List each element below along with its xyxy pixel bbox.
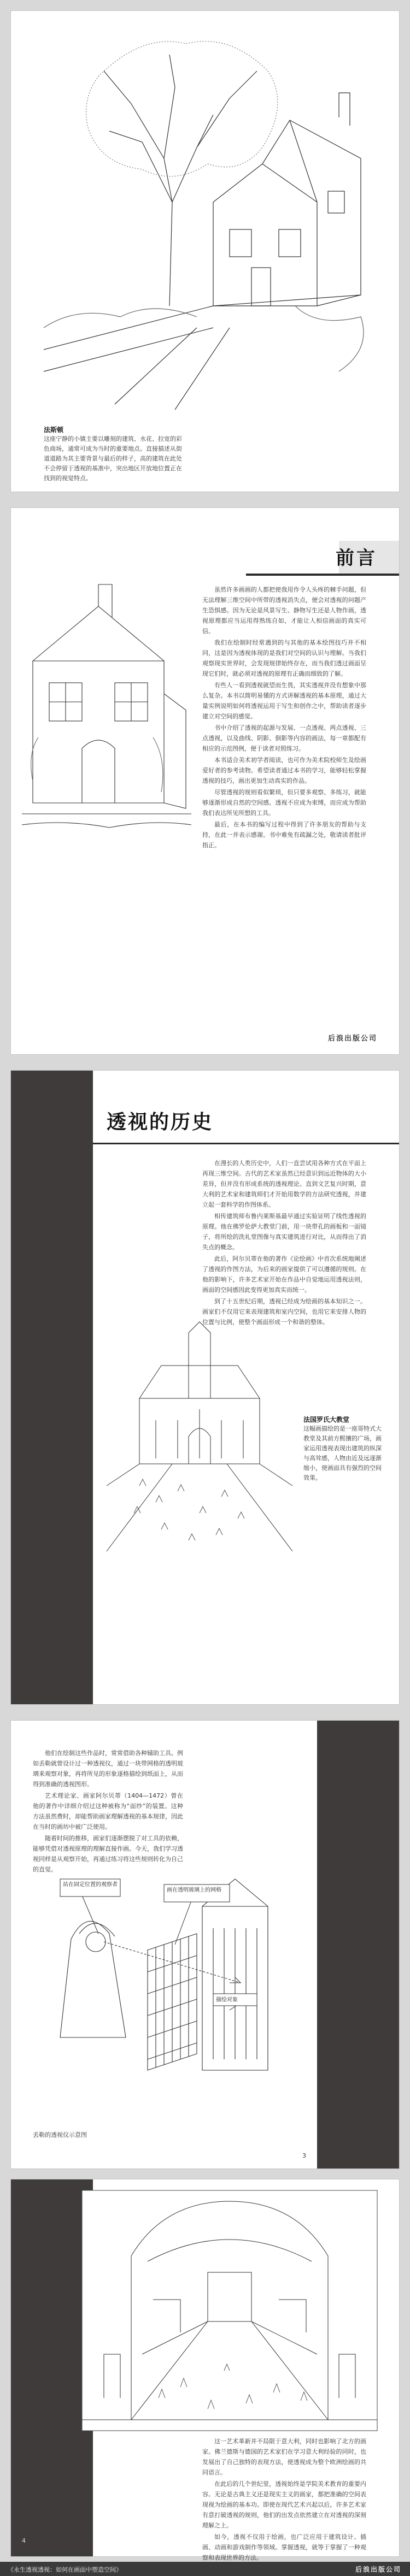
paragraph: 尽管透视的规则看似繁琐，但只要多观察、多练习，就能够逐渐形成自然的空间感。透视不应成为束缚，而应成为帮助我们表达所见所想的工具。 xyxy=(202,789,366,817)
footer-book-title: 《永生透视透视：如何在画面中塑造空间》 xyxy=(8,2566,122,2573)
heading-divider xyxy=(246,574,399,576)
label-observer: 站在固定位置的观察者 xyxy=(63,1882,118,1888)
history-body xyxy=(202,1158,366,1328)
photo-caption xyxy=(44,425,186,483)
page-1 xyxy=(11,11,399,492)
paragraph: 本书适合美术初学者阅读，也可作为美术院校师生及绘画爱好者的参考读物。希望读者通过本书的学习，能够轻松掌握透视的技巧，画出更加生动真实的作品。 xyxy=(202,757,366,784)
history-body-continued xyxy=(33,1748,183,1876)
history-body-continued xyxy=(202,2436,366,2564)
page-title: 透视的历史 xyxy=(107,1111,214,1133)
paragraph: 有些人一看到透视就望而生畏，其实透视并没有想象中那么复杂。本书以简明易懂的方式讲解透视的基本原理，通过大量实例说明如何将透视运用于写生和创作之中，帮助读者逐步建立对空间的感觉。 xyxy=(202,682,366,720)
page-number: 3 xyxy=(302,2152,306,2159)
caption-body: 这座宁静的小镇主要以雕刻的建筑、水花、拉宽的彩色商场，通常可成为当时的重要地点。直接描述从街道道路为其主要背景与最后的样子，高的建筑在此处不会停留于透视的基准中，突出地区开放地位置正在找到的视觉特点。 xyxy=(44,435,182,482)
publisher-mark: 后浪出版公司 xyxy=(327,1035,377,1043)
paragraph: 此后，阿尔贝蒂在他的著作《论绘画》中首次系统地阐述了透视的作图方法，为后来的画家提供了可以遵循的规则。在他的影响下，许多艺术家开始在作品中自觉地运用透视法则，画面的空间感因此变得更加真实而统一。 xyxy=(202,1255,366,1293)
page-3 xyxy=(11,1071,399,1704)
dark-side-band xyxy=(317,1721,399,2169)
paragraph: 书中介绍了透视的起源与发展、一点透视、两点透视、三点透视，以及曲线、阴影、倒影等内容的画法，每一章都配有相应的示范图例，便于读者对照练习。 xyxy=(202,724,366,752)
paragraph: 如今，透视不仅用于绘画，也广泛应用于建筑设计、插画、动画和游戏制作等领域。掌握透视，就等于掌握了一种观察和表现世界的方法。 xyxy=(202,2533,366,2561)
paragraph: 虽然许多画画的人都把使我用作令人头疼的棘手问题，但无法理解三维空间中所带的透视消失点，便会对透视的问题产生恐惧感。因为无论是风景写生、静物写生还是人物作画，透视原理都应当运用得熟练自如，才能让人相信画面的真实可信。 xyxy=(202,586,366,635)
dark-side-band xyxy=(11,2179,93,2556)
heading-divider xyxy=(93,1143,399,1144)
paragraph: 我们在绘制时经常遇到的与其他的基本绘图技巧并不相同，这是因为透视体现的是我们对空间的认识与理解。当我们观察现实世界时，会发现规律始终存在，而当我们透过画面呈现它们时，就必须对透视的原理有正确而细致的了解。 xyxy=(202,639,366,677)
paragraph: 艺术理论家、画家阿尔贝蒂（1404—1472）曾在他的著作中详细介绍过这种被称为“面纱”的装置。这种方法虽然费时，却能帮助画家理解透视的基本规律，因此在当时的画坊中被广泛使用。 xyxy=(33,1792,183,1830)
village-sketch-illustration xyxy=(33,22,383,415)
interior-sketch-illustration xyxy=(82,2190,377,2431)
page-number: 4 xyxy=(22,2537,26,2544)
page-5 xyxy=(11,2179,399,2561)
dark-side-band xyxy=(11,1071,93,1704)
paragraph: 到了十五世纪后期，透视已经成为绘画的基本知识之一。画家们不仅用它来表现建筑和室内空间，也用它来安排人物的位置与比例，使整个画面形成一个和谐的整体。 xyxy=(202,1298,366,1326)
cathedral-sketch-illustration xyxy=(107,1322,292,1551)
page-4 xyxy=(11,1721,399,2169)
paragraph: 这一艺术革新并不局限于意大利，同时也影响了北方的画家。佛兰德斯与德国的艺术家们在学习意大利经验的同时，也发展出了自己独特的表现方法，使透视成为整个欧洲绘画的共同语言。 xyxy=(202,2438,366,2476)
paragraph: 相传建筑师布鲁内莱斯基最早通过实验证明了线性透视的原理。他在佛罗伦萨大教堂门前，用一块带孔的画板和一面镜子，将所绘的洗礼堂图像与真实建筑进行对比，从而得出了消失点的概念。 xyxy=(202,1213,366,1251)
caption-title: 法国罗氏大教堂 xyxy=(303,1416,350,1423)
caption-title: 法斯顿 xyxy=(44,426,64,434)
label-target: 描绘对象 xyxy=(216,1997,238,2003)
paragraph: 在此后的几个世纪里，透视始终是学院美术教育的重要内容。无论是古典主义还是现实主义的画家，都把准确的空间表现视为绘画的基本功。即使在现代艺术兴起以后，许多艺术家有意打破透视的规则，他们的出发点依然建立在对透视的深刻理解之上。 xyxy=(202,2480,366,2529)
footer-publisher: 后浪出版公司 xyxy=(355,2566,401,2573)
paragraph: 在漫长的人类历史中，人们一直尝试用各种方式在平面上再现三维空间。古代的艺术家虽然已经意识到远近物体的大小差异，但并没有形成系统的透视理论。直到文艺复兴时期，意大利的艺术家和建筑师们才开始用数学的方法研究透视，并建立起一套科学的作图体系。 xyxy=(202,1160,366,1208)
footer-bar xyxy=(0,2562,410,2576)
paragraph: 最后，在本书的编写过程中得到了许多朋友的帮助与支持，在此一并表示感谢。书中难免有疏漏之处，敬请读者批评指正。 xyxy=(202,821,366,849)
label-glass-grid: 画在透明玻璃上的网格 xyxy=(167,1887,221,1893)
illustration-caption: 丢勒的透视仪示意图 xyxy=(33,2131,87,2138)
page-2 xyxy=(11,508,399,1054)
preface-body xyxy=(202,584,366,852)
illustration-caption xyxy=(303,1415,385,1483)
page-title: 前言 xyxy=(336,547,377,569)
paragraph: 他们在绘制这些作品时，常常借助各种辅助工具。例如丢勒就曾设计过一种透视仪，通过一块带网格的透明玻璃来观察对象，再将所见的形象逐格描绘到纸面上，从而得到准确的透视图形。 xyxy=(33,1750,183,1788)
paragraph: 随着时间的推移，画家们逐渐摆脱了对工具的依赖，能够凭借对透视原理的理解直接作画。今天，我们学习透视同样是从观察开始，再通过练习将这些规则转化为自己的直觉。 xyxy=(33,1835,183,1873)
caption-body: 这幅画描绘的是一座哥特式大教堂及其前方熙攘的广场，画家运用透视表现出建筑的纵深与高耸感，人物由近及远逐渐缩小，使画面具有强烈的空间效果。 xyxy=(303,1425,382,1481)
cottage-sketch-illustration xyxy=(22,574,191,836)
